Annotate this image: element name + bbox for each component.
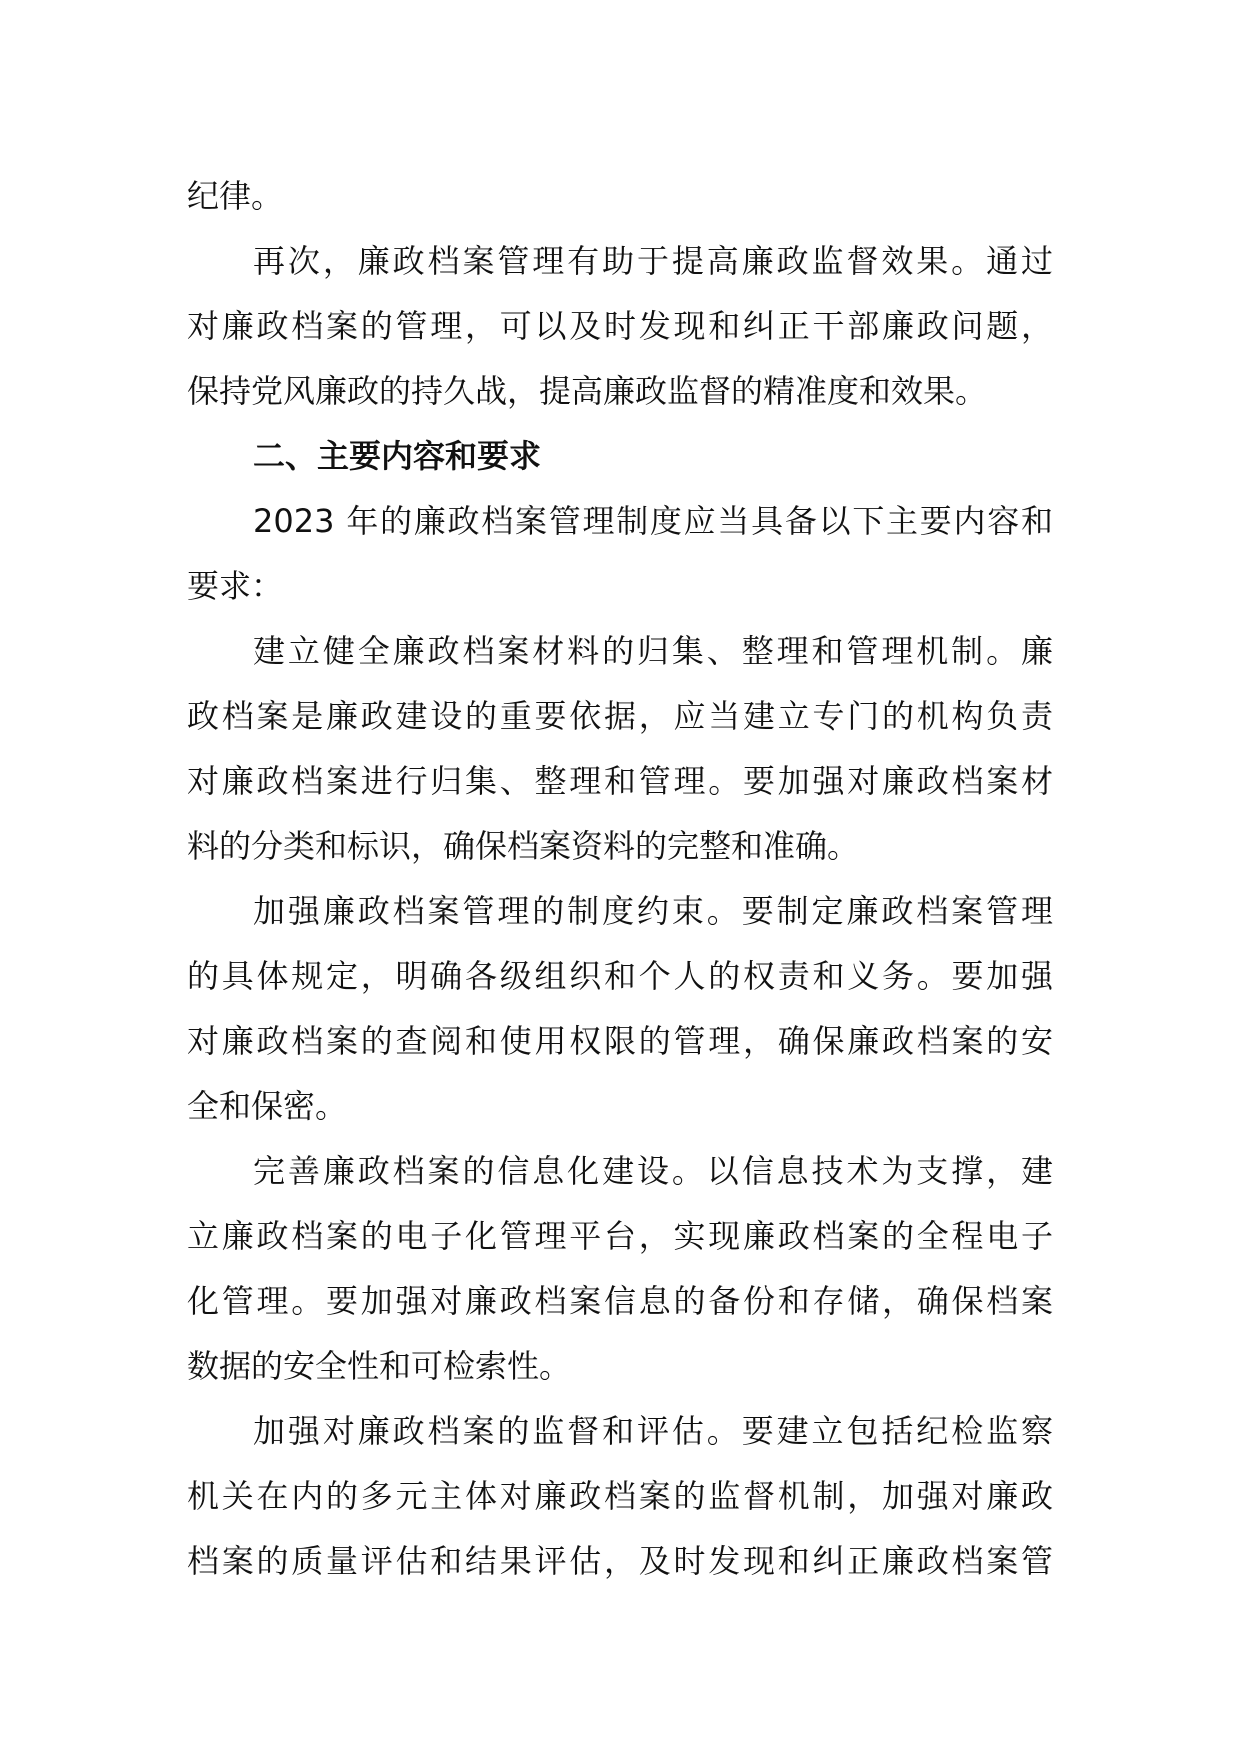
paragraph-intro [187, 489, 1053, 619]
paragraph-institutional-constraint [187, 879, 1053, 1139]
text-line: 要求： [187, 567, 284, 605]
text-line: 档案的质量评估和结果评估，及时发现和纠正廉政档案管 [187, 1542, 1053, 1580]
text-line: 立廉政档案的电子化管理平台，实现廉政档案的全程电子 [187, 1217, 1053, 1255]
text-line: 对廉政档案的查阅和使用权限的管理，确保廉政档案的安 [187, 1022, 1053, 1060]
text-line: 对廉政档案的管理，可以及时发现和纠正干部廉政问题， [187, 307, 1053, 345]
text-line: 全和保密。 [187, 1087, 348, 1125]
text-line: 建立健全廉政档案材料的归集、整理和管理机制。廉 [253, 632, 1053, 670]
heading-text: 二、主要内容和要求 [253, 437, 542, 475]
text-line: 对廉政档案进行归集、整理和管理。要加强对廉政档案材 [187, 762, 1053, 800]
paragraph-continuation [187, 164, 1053, 229]
text-line: 纪律。 [187, 177, 284, 215]
document-body [187, 164, 1053, 1594]
text-line: 化管理。要加强对廉政档案信息的备份和存储，确保档案 [187, 1282, 1053, 1320]
text-line: 保持党风廉政的持久战，提高廉政监督的精准度和效果。 [187, 372, 988, 410]
text-line: 数据的安全性和可检索性。 [187, 1347, 572, 1385]
paragraph-collection-mechanism [187, 619, 1053, 879]
paragraph-supervision-effect [187, 229, 1053, 424]
text-line: 料的分类和标识，确保档案资料的完整和准确。 [187, 827, 860, 865]
text-line: 2023 年的廉政档案管理制度应当具备以下主要内容和 [253, 502, 1053, 540]
text-line: 机关在内的多元主体对廉政档案的监督机制，加强对廉政 [187, 1477, 1053, 1515]
text-line: 的具体规定，明确各级组织和个人的权责和义务。要加强 [187, 957, 1053, 995]
paragraph-informatization [187, 1139, 1053, 1399]
text-line: 完善廉政档案的信息化建设。以信息技术为支撑，建 [253, 1152, 1053, 1190]
text-line: 加强廉政档案管理的制度约束。要制定廉政档案管理 [253, 892, 1053, 930]
text-line: 加强对廉政档案的监督和评估。要建立包括纪检监察 [253, 1412, 1053, 1450]
section-heading [187, 424, 1053, 489]
text-line: 再次，廉政档案管理有助于提高廉政监督效果。通过 [253, 242, 1053, 280]
text-line: 政档案是廉政建设的重要依据，应当建立专门的机构负责 [187, 697, 1053, 735]
paragraph-supervision-evaluation [187, 1399, 1053, 1594]
